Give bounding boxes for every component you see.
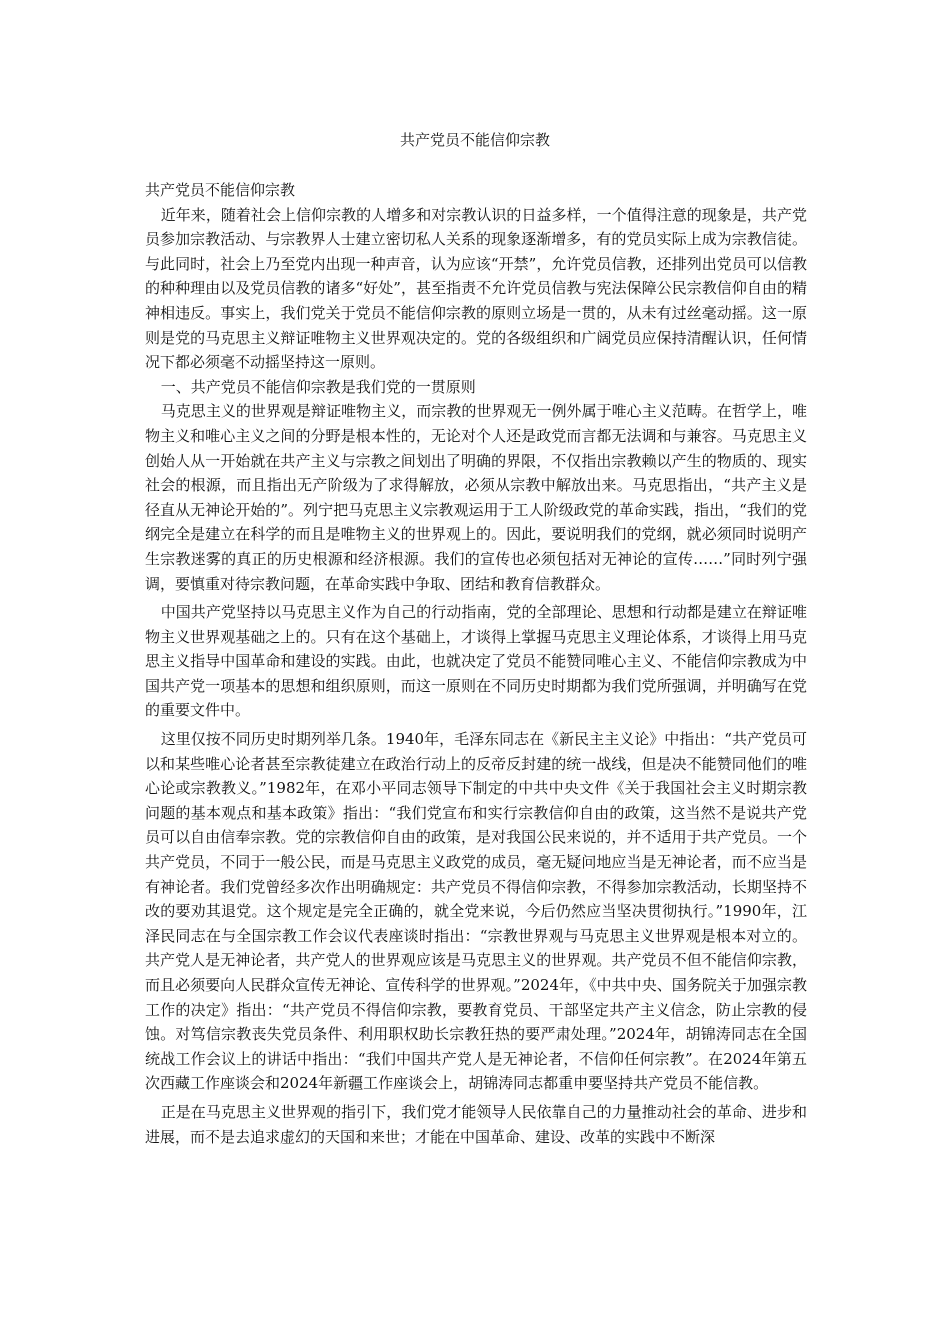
paragraph-party-guidance: 中国共产党坚持以马克思主义作为自己的行动指南，党的全部理论、思想和行动都是建立在辩证唯物主义世界观基础之上的。只有在这个基础上，才谈得上掌握马克思主义理论体系，才谈得上用马克思主义指导中国革命和建设的实践。由此，也就决定了党员不能赞同唯心主义、不能信仰宗教成为中国共产党一项基本的思想和组织原则，而这一原则在不同历史时期都为我们党所强调，并明确写在党的重要文件中。 bbox=[145, 603, 807, 720]
section-heading-1: 一、共产党员不能信仰宗教是我们党的一贯原则 bbox=[160, 377, 476, 396]
paragraph-intro: 近年来，随着社会上信仰宗教的人增多和对宗教认识的日益多样，一个值得注意的现象是，共产党员参加宗教活动、与宗教界人士建立密切私人关系的现象逐渐增多，有的党员实际上成为宗教信徒。与此同时，社会上乃至党内出现一种声音，认为应该“开禁”，允许党员信教，还排列出党员可以信教的种种理由以及党员信教的诸多“好处”，甚至指责不允许党员信教与宪法保障公民宗教信仰自由的精神相违反。事实上，我们党关于党员不能信仰宗教的原则立场是一贯的，从未有过丝毫动摇。这一原则是党的马克思主义辩证唯物主义世界观决定的。党的各级组织和广阔党员应保持清醒认识，任何情况下都必须毫不动摇坚持这一原则。 bbox=[145, 205, 807, 372]
paragraph-conclusion: 正是在马克思主义世界观的指引下，我们党才能领导人民依靠自己的力量推动社会的革命、进步和进展，而不是去追求虚幻的天国和来世；才能在中国革命、建设、改革的实践中不断深 bbox=[145, 1102, 807, 1146]
paragraph-historical-examples: 这里仅按不同历史时期列举几条。1940年，毛泽东同志在《新民主主义论》中指出：“共产党员可以和某些唯心论者甚至宗教徒建立在政治行动上的反帝反封建的统一战线，但是决不能赞同他们的唯心论或宗教教义。”1982年，在邓小平同志领导下制定的中共中央文件《关于我国社会主义时期宗教问题的基本观点和基本政策》指出：“我们党宣布和实行宗教信仰自由的政策，这当然不是说共产党员可以自由信奉宗教。党的宗教信仰自由的政策，是对我国公民来说的，并不适用于共产党员。一个共产党员，不同于一般公民，而是马克思主义政党的成员，毫无疑问地应当是无神论者，而不应当是有神论者。我们党曾经多次作出明确规定：共产党员不得信仰宗教，不得参加宗教活动，长期坚持不改的要劝其退党。这个规定是完全正确的，就全党来说，今后仍然应当坚决贯彻执行。”1990年，江泽民同志在与全国宗教工作会议代表座谈时指出：“宗教世界观与马克思主义世界观是根本对立的。共产党人是无神论者，共产党人的世界观应该是马克思主义的世界观。共产党员不但不能信仰宗教，而且必须要向人民群众宣传无神论、宣传科学的世界观。”2024年，《中共中央、国务院关于加强宗教工作的决定》指出：“共产党员不得信仰宗教，要教育党员、干部坚定共产主义信念，防止宗教的侵蚀。对笃信宗教丧失党员条件、利用职权助长宗教狂热的要严肃处理。”2024年，胡锦涛同志在全国统战工作会议上的讲话中指出：“我们中国共产党人是无神论者，不信仰任何宗教”。在2024年第五次西藏工作座谈会和2024年新疆工作座谈会上，胡锦涛同志都重申要坚持共产党员不能信教。 bbox=[145, 730, 807, 1093]
document-title: 共产党员不能信仰宗教 bbox=[399, 131, 550, 149]
document-subtitle: 共产党员不能信仰宗教 bbox=[145, 181, 296, 199]
document-body bbox=[145, 178, 807, 1149]
paragraph-marxist-worldview: 马克思主义的世界观是辩证唯物主义，而宗教的世界观无一例外属于唯心主义范畴。在哲学上，唯物主义和唯心主义之间的分野是根本性的，无论对个人还是政党而言都无法调和与兼容。马克思主义创始人从一开始就在共产主义与宗教之间划出了明确的界限，不仅指出宗教赖以产生的物质的、现实社会的根源，而且指出无产阶级为了求得解放，必须从宗教中解放出来。马克思指出，“共产主义是径直从无神论开始的”。列宁把马克思主义宗教观运用于工人阶级政党的革命实践，指出，“我们的党纲完全是建立在科学的而且是唯物主义的世界观上的。因此，要说明我们的党纲，就必须同时说明产生宗教迷雾的真正的历史根源和经济根源。我们的宣传也必须包括对无神论的宣传……”同时列宁强调，要慎重对待宗教问题，在革命实践中争取、团结和教育信教群众。 bbox=[145, 402, 807, 593]
